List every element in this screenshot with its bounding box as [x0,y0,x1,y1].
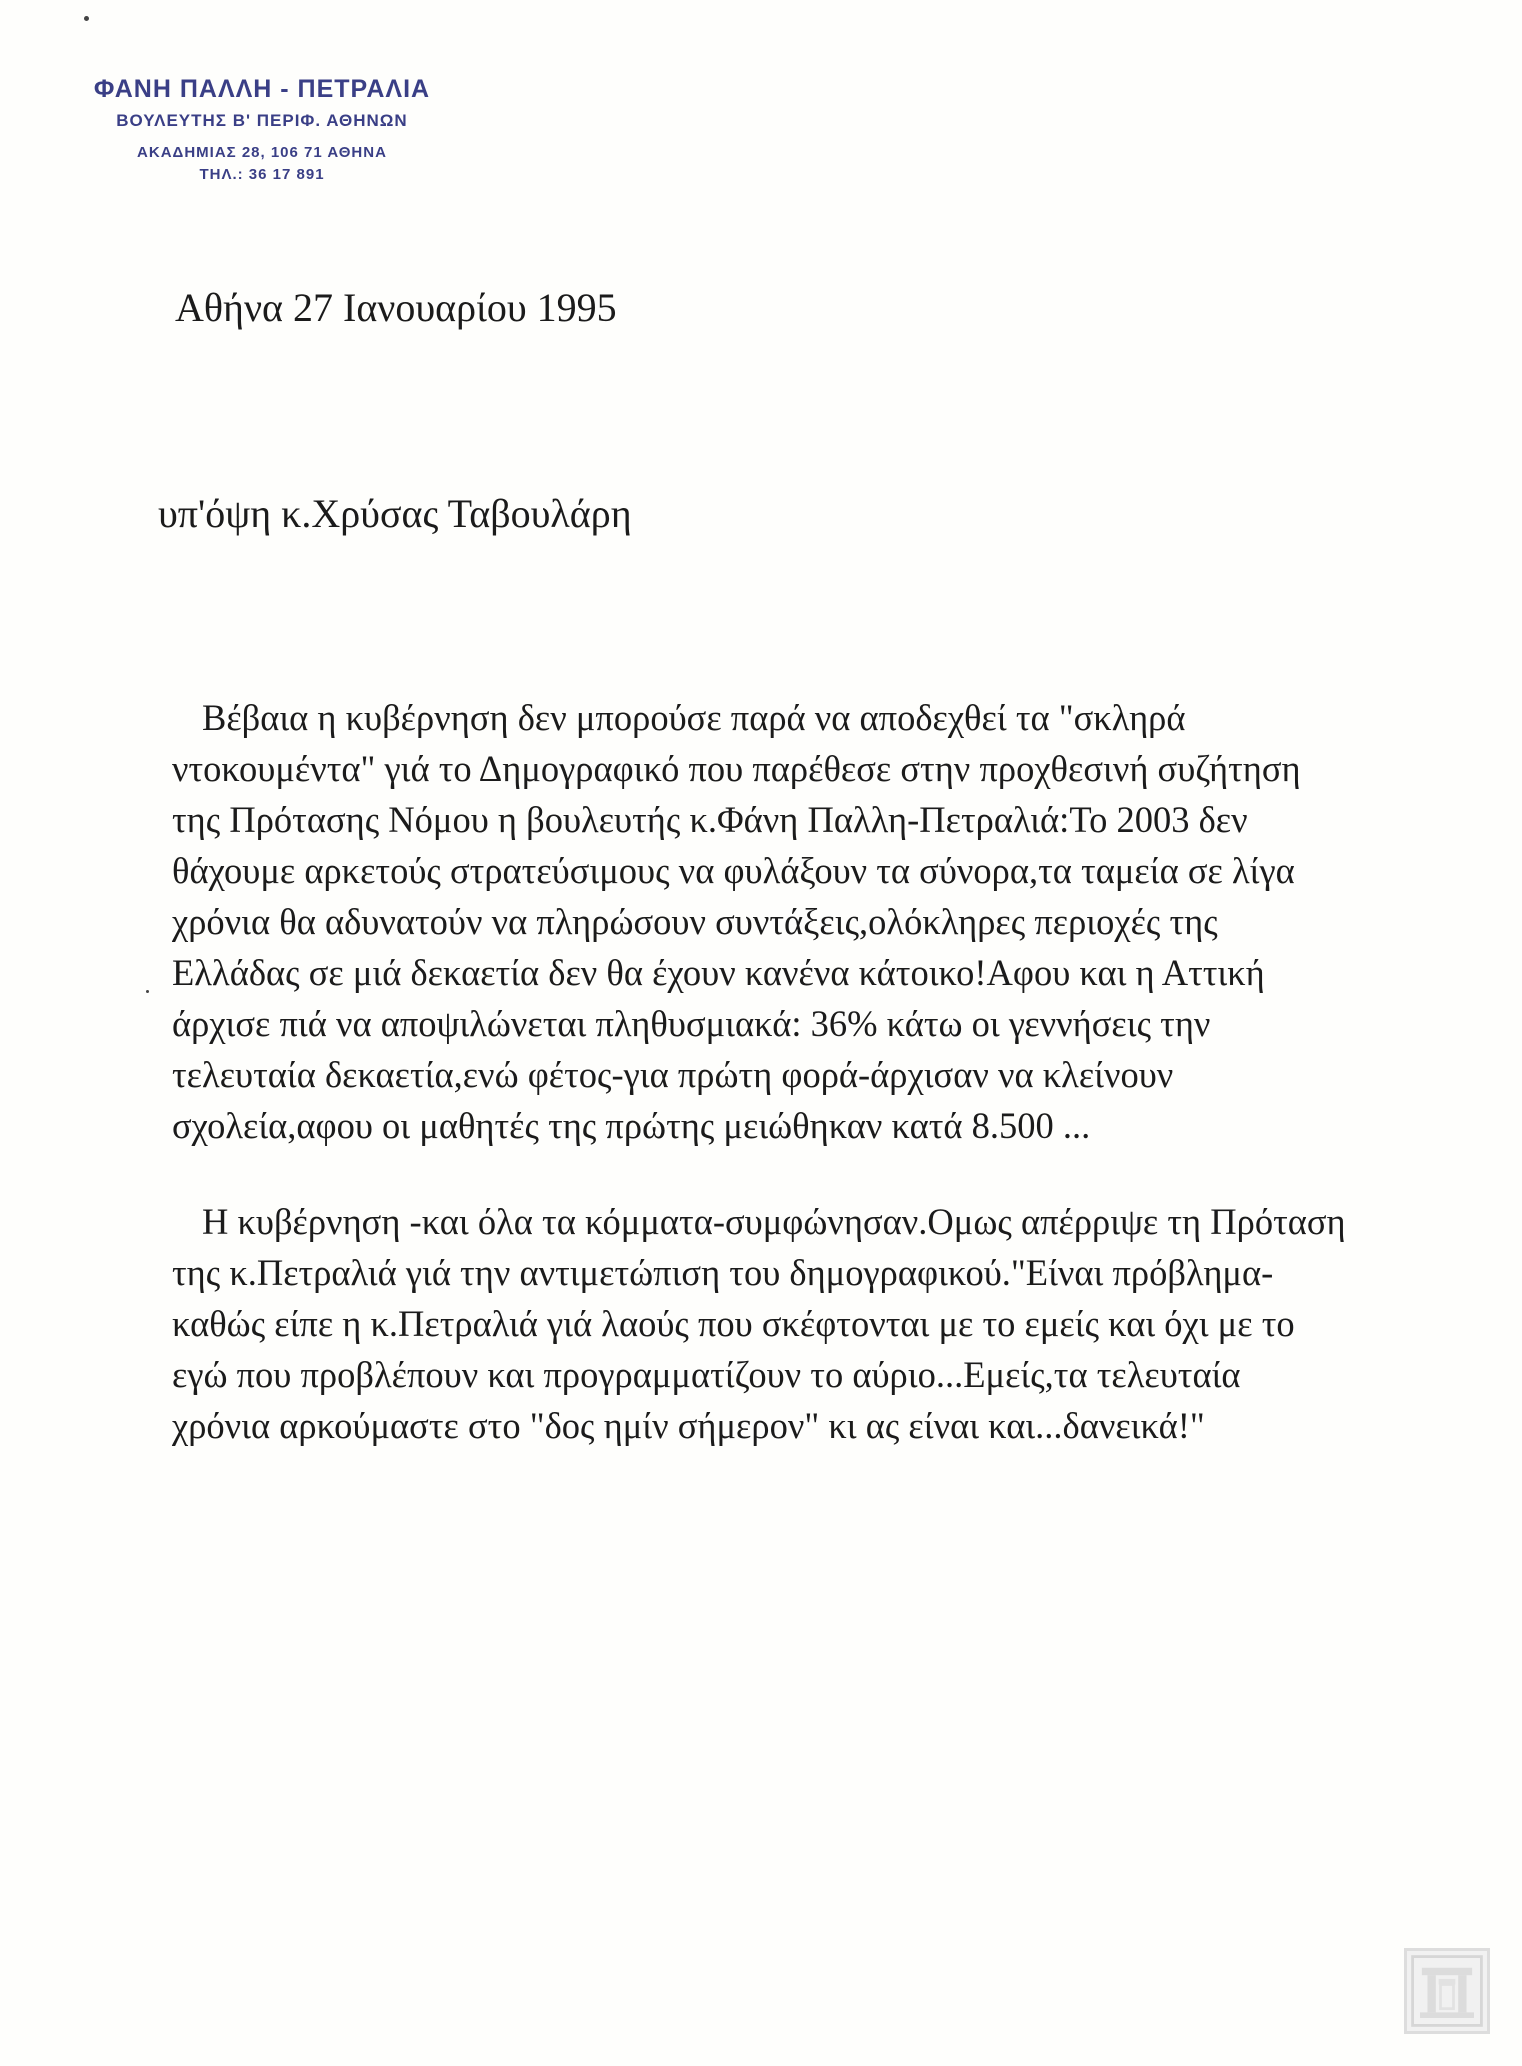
paragraph-line: ντοκουμέντα" γιά το Δημογραφικό που παρέθεσε στην προχθεσινή συζήτηση [172,748,1301,789]
paragraph-line: εγώ που προβλέπουν και προγραμματίζουν το αύριο...Εμείς,τα τελευταία [172,1354,1241,1395]
paragraph-line: της Πρότασης Νόμου η βουλευτής κ.Φάνη Παλλη-Πετραλιά:Το 2003 δεν [172,799,1248,840]
letterhead-address: ΑΚΑΔΗΜΙΑΣ 28, 106 71 ΑΘΗΝΑ [137,144,387,161]
letter-paragraph-1 [172,692,1352,1151]
paragraph-line: άρχισε πιά να αποψιλώνεται πληθυσμιακά: 36% κάτω οι γεννήσεις την [172,1003,1211,1044]
paragraph-line: τελευταία δεκαετία,ενώ φέτος-για πρώτη φορά-άρχισαν να κλείνουν [172,1054,1174,1095]
paragraph-line: Βέβαια η κυβέρνηση δεν μπορούσε παρά να αποδεχθεί τα "σκληρά [202,697,1186,738]
paragraph-line: Η κυβέρνηση -και όλα τα κόμματα-συμφώνησαν.Ομως απέρριψε τη Πρόταση [202,1201,1346,1242]
paragraph-line: χρόνια αρκούμαστε στο "δος ημίν σήμερον" κι ας είναι και...δανεικά!" [172,1405,1205,1446]
letterhead-name: ΦΑΝΗ ΠΑΛΛΗ - ΠΕΤΡΑΛΙΑ [93,75,431,103]
scan-speck [146,990,149,993]
letter-date: Αθήνα 27 Ιανουαρίου 1995 [175,285,617,330]
scan-speck [84,16,89,21]
letterhead-role: ΒΟΥΛΕΥΤΗΣ Β' ΠΕΡΙΦ. ΑΘΗΝΩΝ [116,111,408,130]
letter-paragraph-2 [172,1196,1352,1451]
letterhead [52,72,472,186]
letter-recipient: υπ'όψη κ.Χρύσας Ταβουλάρη [158,491,632,536]
paragraph-line: σχολεία,αφου οι μαθητές της πρώτης μειώθηκαν κατά 8.500 ... [172,1105,1091,1146]
paragraph-line: χρόνια θα αδυνατούν να πληρώσουν συντάξεις,ολόκληρες περιοχές της [172,901,1218,942]
paragraph-line: καθώς είπε η κ.Πετραλιά γιά λαούς που σκέφτονται με το εμείς και όχι με το [172,1303,1295,1344]
archive-stamp-icon [1404,1948,1490,2034]
paragraph-line: Ελλάδας σε μιά δεκαετία δεν θα έχουν κανένα κάτοικο!Αφου και η Αττική [172,952,1265,993]
archive-stamp-graphic [1407,1951,1487,2031]
letterhead-phone: ΤΗΛ.: 36 17 891 [199,166,325,183]
paragraph-line: θάχουμε αρκετούς στρατεύσιμους να φυλάξουν τα σύνορα,τα ταμεία σε λίγα [172,850,1295,891]
paragraph-line: της κ.Πετραλιά γιά την αντιμετώπιση του δημογραφικού."Είναι πρόβλημα- [172,1252,1274,1293]
